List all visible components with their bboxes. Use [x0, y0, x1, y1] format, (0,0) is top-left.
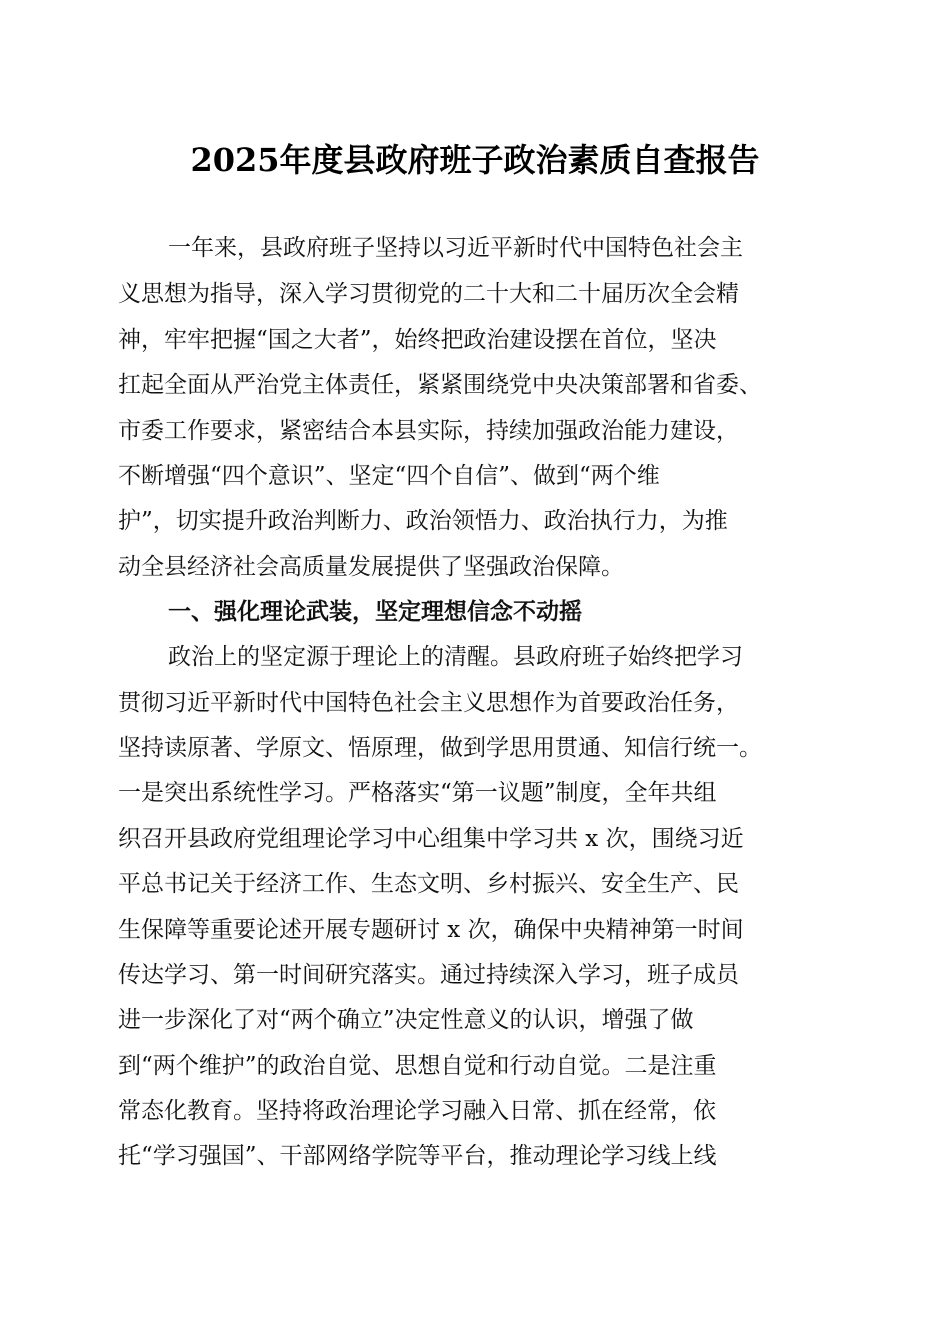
paragraph-1-line-5: 市委工作要求，紧密结合本县实际，持续加强政治能力建设， [118, 418, 739, 444]
paragraph-2-line-6: 平总书记关于经济工作、生态文明、乡村振兴、安全生产、民 [118, 871, 739, 897]
paragraph-1-line-4: 扛起全面从严治党主体责任，紧紧围绕党中央决策部署和省委、 [118, 372, 762, 398]
paragraph-1-line-3: 神，牢牢把握“国之大者”，始终把政治建设摆在首位，坚决 [118, 327, 717, 353]
paragraph-1-line-6: 不断增强“四个意识”、坚定“四个自信”、做到“两个维 [118, 463, 660, 489]
paragraph-1-line-8: 动全县经济社会高质量发展提供了坚强政治保障。 [118, 554, 624, 580]
paragraph-2-line-2: 贯彻习近平新时代中国特色社会主义思想作为首要政治任务， [118, 690, 739, 716]
document-title: 2025年度县政府班子政治素质自查报告 [190, 141, 760, 179]
paragraph-2-line-9: 进一步深化了对“两个确立”决定性意义的认识，增强了做 [118, 1007, 694, 1033]
paragraph-2-line-10: 到“两个维护”的政治自觉、思想自觉和行动自觉。二是注重 [118, 1053, 717, 1079]
paragraph-2-line-1: 政治上的坚定源于理论上的清醒。县政府班子始终把学习 [168, 644, 743, 670]
paragraph-2-line-5: 织召开县政府党组理论学习中心组集中学习共 x 次，围绕习近 [118, 826, 744, 852]
paragraph-1-line-7: 护”，切实提升政治判断力、政治领悟力、政治执行力，为推 [118, 508, 728, 534]
paragraph-2-line-4: 一是突出系统性学习。严格落实“第一议题”制度，全年共组 [118, 780, 717, 806]
paragraph-2-line-7: 生保障等重要论述开展专题研讨 x 次，确保中央精神第一时间 [118, 917, 744, 943]
paragraph-1-line-2: 义思想为指导，深入学习贯彻党的二十大和二十届历次全会精 [118, 281, 739, 307]
section-heading-1: 一、强化理论武装，坚定理想信念不动摇 [168, 599, 582, 625]
paragraph-2-line-11: 常态化教育。坚持将政治理论学习融入日常、抓在经常，依 [118, 1098, 716, 1124]
paragraph-1-line-1: 一年来，县政府班子坚持以习近平新时代中国特色社会主 [168, 235, 743, 261]
paragraph-2-line-8: 传达学习、第一时间研究落实。通过持续深入学习，班子成员 [118, 962, 739, 988]
paragraph-2-line-12: 托“学习强国”、干部网络学院等平台，推动理论学习线上线 [118, 1143, 717, 1169]
paragraph-2-line-3: 坚持读原著、学原文、悟原理，做到学思用贯通、知信行统一。 [118, 735, 762, 761]
